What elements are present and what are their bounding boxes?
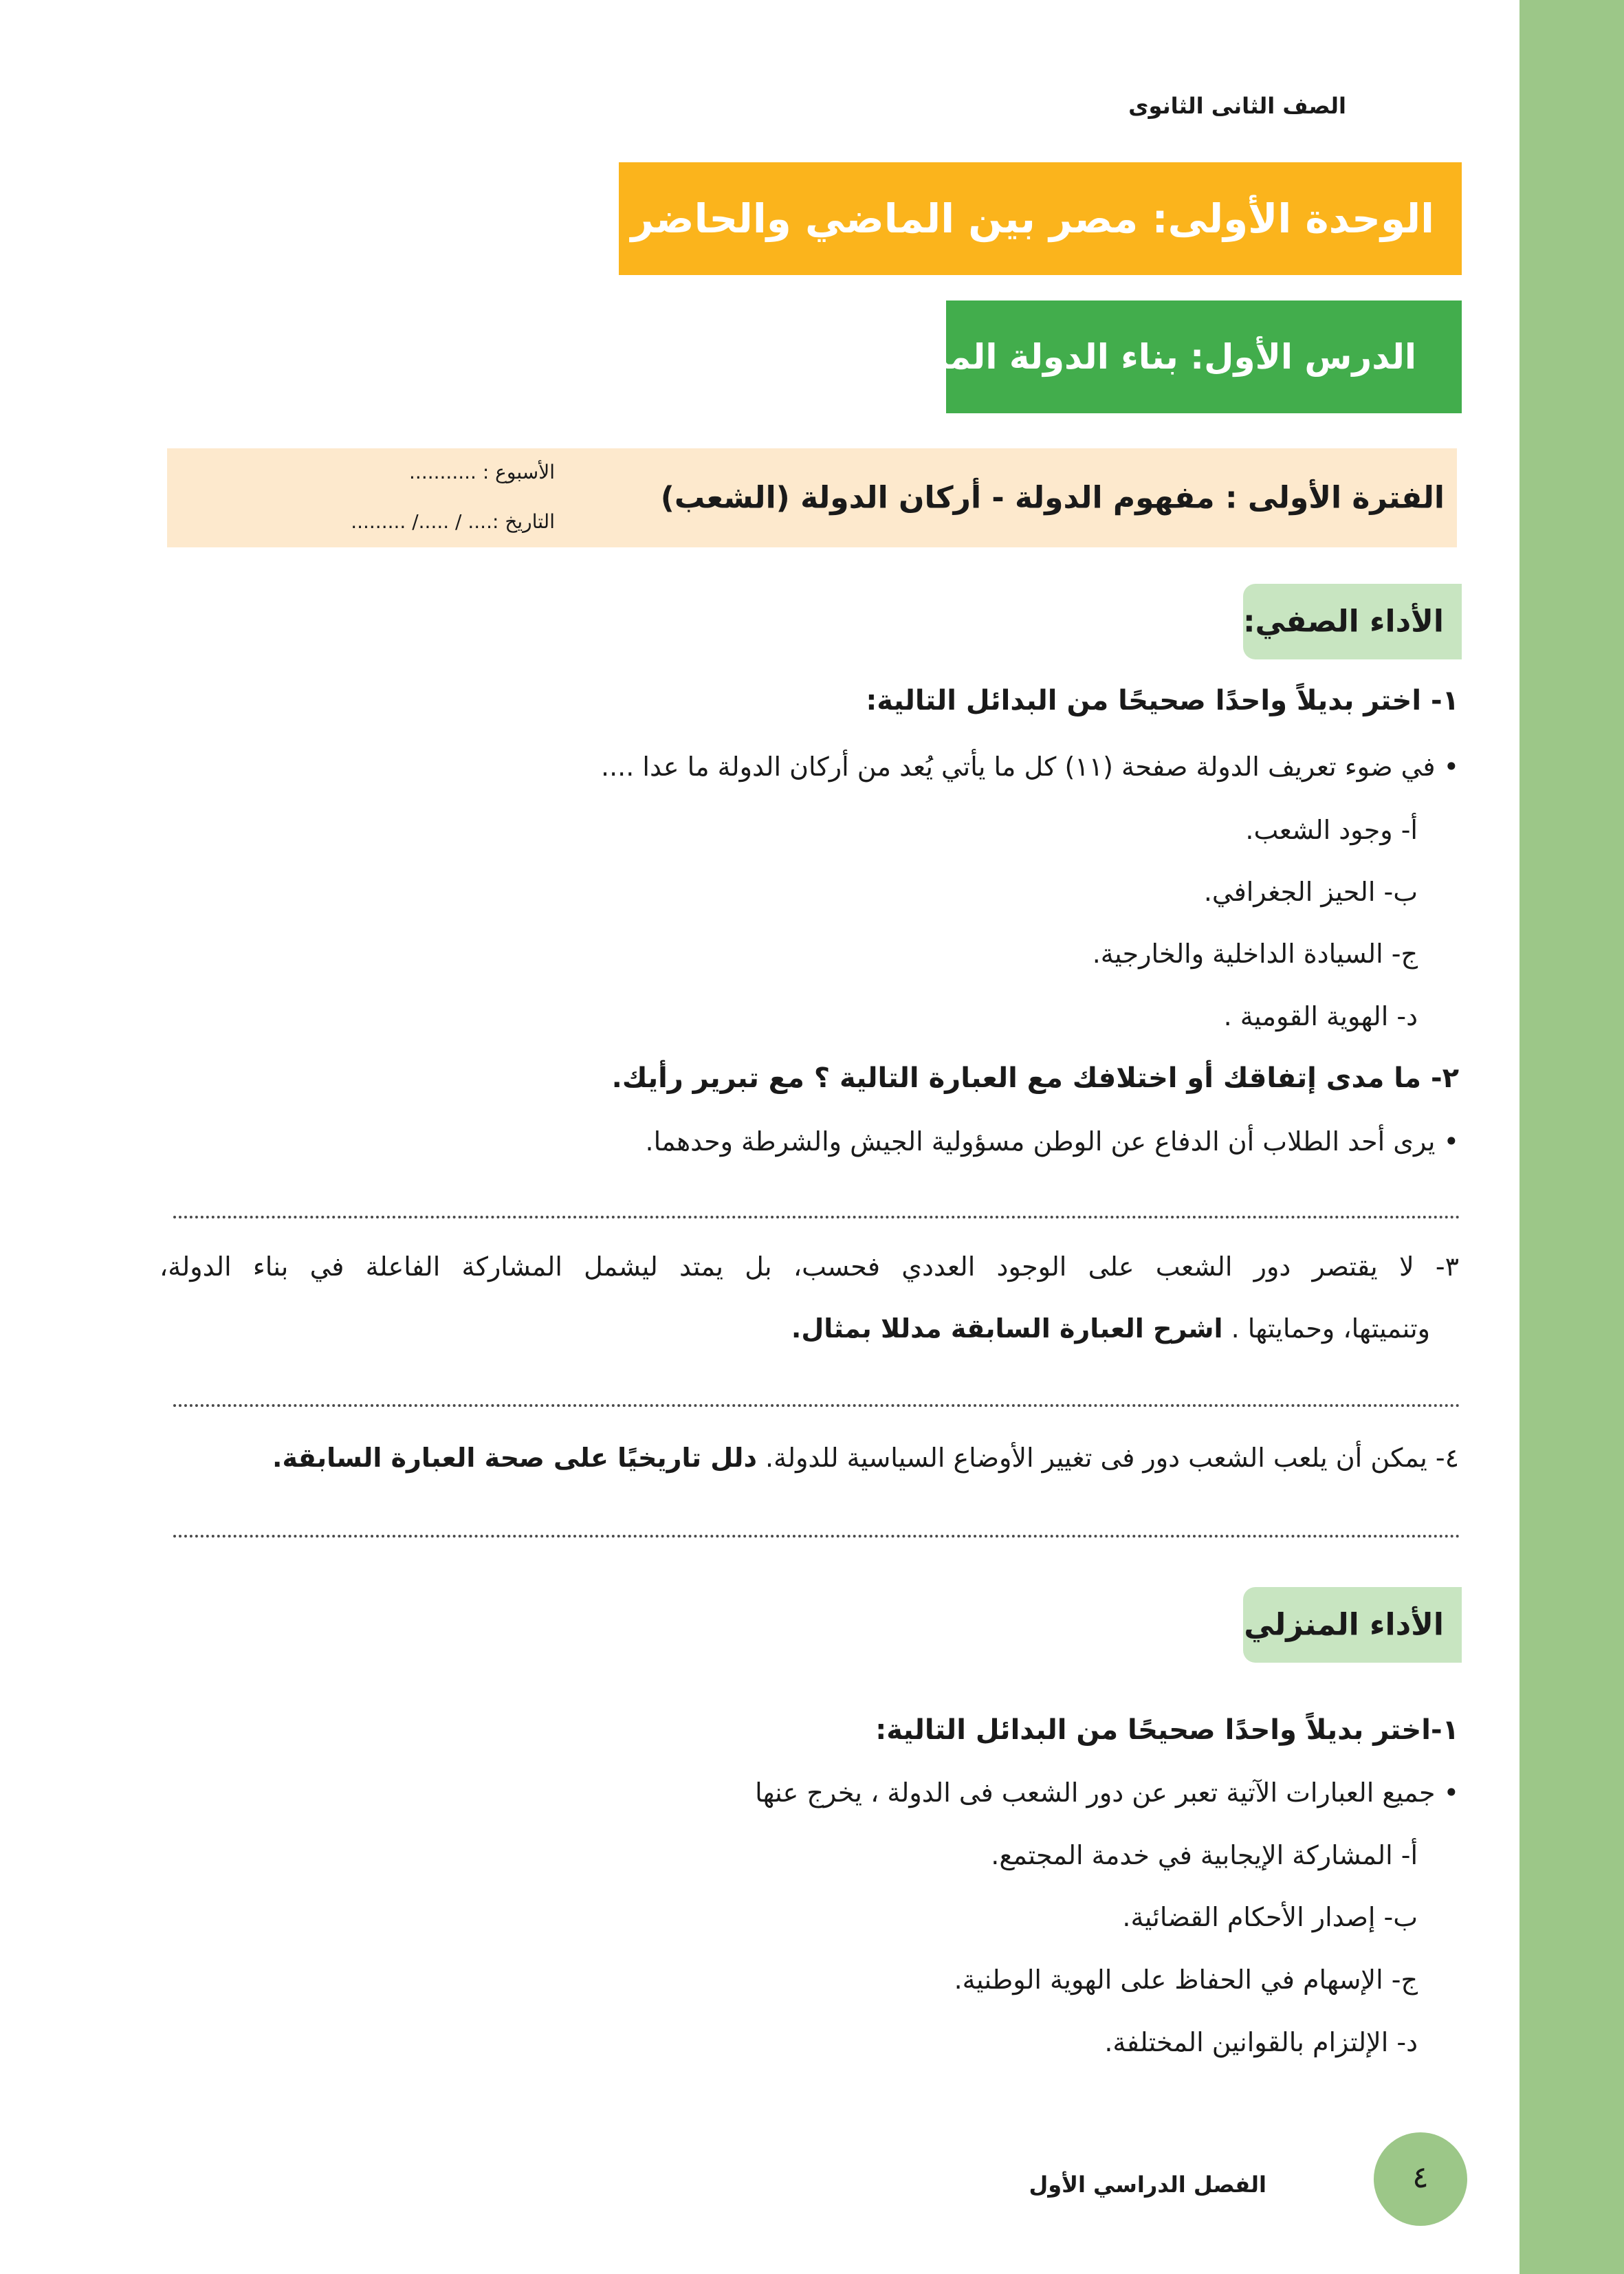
question-4-instruction: دلل تاريخيًا على صحة العبارة السابقة.: [272, 1443, 757, 1473]
page-number: ٤: [1412, 2159, 1429, 2195]
unit-title: الوحدة الأولى: مصر بين الماضي والحاضر: [630, 195, 1434, 242]
answer-line: [173, 1404, 1460, 1407]
question-1-option-d: د- الهوية القومية .: [1223, 1001, 1418, 1031]
grade-label: الصف الثانى الثانوى: [1128, 93, 1346, 119]
home-question-1-option-d: د- الإلتزام بالقوانين المختلفة.: [1104, 2027, 1418, 2057]
question-1-option-a: أ- وجود الشعب.: [1245, 815, 1418, 845]
period-box: [167, 448, 1457, 547]
question-1-option-b: ب- الحيز الجغرافي.: [1203, 877, 1418, 907]
home-question-1-stem: • جميع العبارات الآتية تعبر عن دور الشعب فى الدولة ، يخرج عنها: [755, 1778, 1459, 1808]
question-4-statement: ٤- يمكن أن يلعب الشعب دور فى تغيير الأوضاع السياسية للدولة.: [765, 1443, 1459, 1473]
home-performance-tag: [1243, 1587, 1462, 1663]
home-question-1-title: ١-اختر بديلاً واحدًا صحيحًا من البدائل التالية:: [875, 1714, 1459, 1746]
side-accent-bar: [1519, 0, 1624, 2274]
answer-line: [173, 1535, 1460, 1538]
question-3-line-2: [791, 1313, 1430, 1344]
question-4: [272, 1443, 1459, 1473]
question-3-statement-end: وتنميتها، وحمايتها .: [1231, 1313, 1430, 1344]
period-title: الفترة الأولى : مفهوم الدولة - أركان الدولة (الشعب): [660, 480, 1445, 516]
class-performance-tag: [1243, 584, 1462, 659]
question-2-title: ٢- ما مدى إتفاقك أو اختلافك مع العبارة التالية ؟ مع تبرير رأيك.: [611, 1062, 1459, 1094]
question-1-title: ١- اختر بديلاً واحدًا صحيحًا من البدائل التالية:: [866, 685, 1459, 717]
week-field: الأسبوع : ...........: [409, 461, 555, 483]
answer-line: [173, 1216, 1460, 1218]
date-field: التاريخ :.... / ...../ .........: [351, 510, 555, 533]
home-question-1-option-c: ج- الإسهام في الحفاظ على الهوية الوطنية.: [954, 1965, 1418, 1995]
question-3-instruction: اشرح العبارة السابقة مدللا بمثال.: [791, 1313, 1223, 1344]
semester-footer: الفصل الدراسي الأول: [1029, 2172, 1266, 2198]
question-1-option-c: ج- السيادة الداخلية والخارجية.: [1092, 939, 1418, 969]
page-number-badge: [1374, 2132, 1467, 2226]
home-question-1-option-b: ب- إصدار الأحكام القضائية.: [1122, 1902, 1418, 1932]
unit-banner: [619, 162, 1462, 275]
class-performance-label: الأداء الصفي:: [1242, 604, 1444, 639]
question-2-stem: • يرى أحد الطلاب أن الدفاع عن الوطن مسؤولية الجيش والشرطة وحدهما.: [645, 1126, 1459, 1157]
lesson-title: الدرس الأول: بناء الدولة المصرية: [860, 337, 1416, 377]
lesson-banner: [860, 300, 1462, 413]
home-performance-label: الأداء المنزلي: [1244, 1607, 1444, 1643]
home-question-1-option-a: أ- المشاركة الإيجابية في خدمة المجتمع.: [991, 1840, 1418, 1870]
question-3-line-1: ٣- لا يقتصر دور الشعب على الوجود العددي فحسب، بل يمتد ليشمل المشاركة الفاعلة في بناء الدولة،: [160, 1251, 1459, 1282]
question-1-stem: • في ضوء تعريف الدولة صفحة (١١) كل ما يأتي يُعد من أركان الدولة ما عدا ....: [601, 752, 1459, 782]
